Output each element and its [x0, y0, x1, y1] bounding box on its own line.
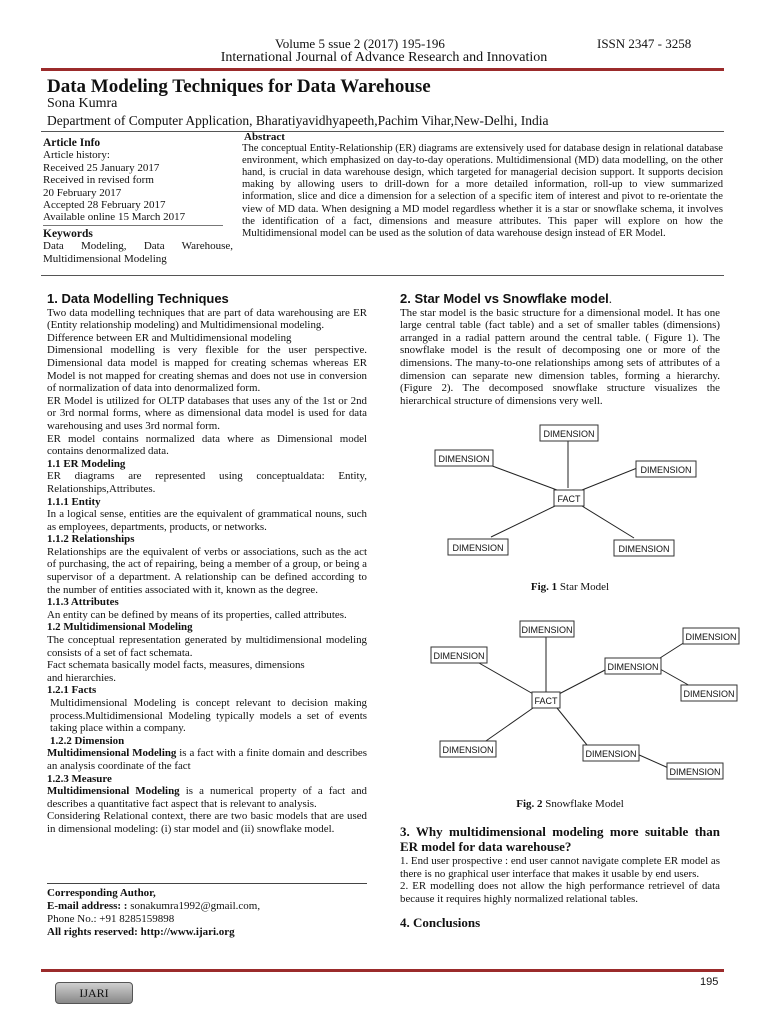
- snowflake-model-figure: [425, 615, 745, 785]
- paragraph: The star model is the basic structure for a dimensional model. It has one large central table (fact table) and a set of smaller tables (dimensions) arranged in a radial pattern around the central table. ( Figure 1). The snowflake model is the result of decomposing one or more of the dimensions. The many-to-one relationships among sets of attributes of a dimension can separate new dimension tables, forming a hierarchy. (Figure 2). The decomposed snowflake structure visualizes the hierarchical structure of dimensions very well.: [400, 306, 720, 407]
- article-info-heading: Article Info: [43, 137, 101, 149]
- email-label: E-mail address: :: [47, 900, 128, 912]
- header-rule: [41, 68, 724, 71]
- connector: [487, 464, 557, 490]
- paper-title: Data Modeling Techniques for Data Warehouse: [47, 76, 431, 97]
- fact-label: FACT: [557, 494, 581, 504]
- paragraph: Fact schemata basically model facts, measures, dimensions: [47, 659, 305, 672]
- email-address[interactable]: sonakumra1992@gmail.com,: [127, 900, 261, 912]
- received-date: Received 25 January 2017: [43, 161, 160, 174]
- dimension-label: DIMENSION: [618, 544, 670, 554]
- subsection-heading: 1.2.2 Dimension: [50, 734, 125, 747]
- paragraph: 2. ER modelling does not allow the high performance retrievel of data because it requires highly normalized relational tables.: [400, 880, 720, 905]
- dimension-label: DIMENSION: [442, 745, 494, 755]
- dimension-label: DIMENSION: [543, 429, 595, 439]
- abstract-heading: Abstract: [244, 131, 285, 143]
- history-label: Article history:: [43, 149, 110, 162]
- fact-label: FACT: [534, 696, 558, 706]
- left-column: [47, 293, 367, 836]
- revised-label: Received in revised form: [43, 174, 154, 187]
- revised-date: 20 February 2017: [43, 186, 122, 199]
- connector: [557, 669, 607, 695]
- paragraph: Relationships are the equivalent of verbs or associations, such as the act of purchasing, the act of repairing, being a member of a group, or being a supervisor of a department. A relationship can be defined according to the number of entities associated with it, known as the degree.: [47, 545, 367, 596]
- subsection-heading: 1.1 ER Modeling: [47, 457, 126, 470]
- affiliation: Department of Computer Application, Bharatiyavidhyapeeth,Pachim Vihar,New-Delhi, India: [47, 113, 549, 128]
- paragraph: In a logical sense, entities are the equivalent of grammatical nouns, such as employees, departments, products, or networks.: [47, 508, 367, 533]
- paragraph: Difference between ER and Multidimensional modeling: [47, 331, 292, 344]
- section-2-heading: [400, 293, 720, 306]
- snowflake-model-diagram: [425, 615, 745, 785]
- dimension-label: DIMENSION: [521, 625, 573, 635]
- dimension-label: DIMENSION: [585, 749, 637, 759]
- subsection-heading: 1.2.3 Measure: [47, 772, 112, 785]
- section-2-title: 2. Star Model vs Snowflake model: [400, 291, 609, 306]
- figure-1-caption: [400, 581, 740, 593]
- journal-name: International Journal of Advance Research and Innovation: [220, 50, 548, 65]
- paragraph: Considering Relational context, there are two basic models that are used in dimensional modeling: (i) star model and (ii) snowflake model.: [47, 810, 367, 835]
- corresponding-author: [47, 887, 367, 939]
- figure-caption: Star Model: [557, 581, 610, 593]
- abstract: [242, 131, 723, 240]
- subsection-heading: 1.1.2 Relationships: [47, 533, 135, 546]
- section-1-heading: 1. Data Modelling Techniques: [47, 291, 229, 306]
- connector: [582, 506, 634, 538]
- connector: [582, 468, 637, 490]
- paragraph: 1. End user prospective : end user cannot navigate complete ER model as there is no graphical user interface that makes it usable by end users.: [400, 855, 720, 880]
- dimension-label: DIMENSION: [640, 465, 692, 475]
- volume-info: Volume 5 ssue 2 (2017) 195-196: [275, 36, 445, 51]
- divider: [41, 275, 724, 276]
- figure-caption: Snowflake Model: [542, 798, 624, 810]
- connector: [660, 669, 692, 687]
- page-number: 195: [700, 976, 719, 988]
- journal-badge: IJARI: [55, 982, 133, 1004]
- heading-dot: .: [608, 291, 613, 306]
- paragraph: ER Model is utilized for OLTP databases that uses any of the 1st or 2nd or 3rd normal forms, where as dimensional data model is used for data warehousing and uses 3rd normal form.: [47, 394, 367, 432]
- paragraph: [47, 747, 367, 772]
- keywords-heading: Keywords: [43, 227, 93, 240]
- figure-number: Fig. 2: [516, 798, 543, 810]
- dimension-label: DIMENSION: [607, 662, 659, 672]
- online-date: Available online 15 March 2017: [43, 211, 186, 224]
- divider: [47, 883, 367, 884]
- abstract-text: The conceptual Entity-Relationship (ER) diagrams are extensively used for database design in relational database environment, which emphasized on day-to-day operations. Multidimensional (MD) data modelling, on the other hand, is crucial in data warehouse design, which targeted for managerial decision support. It supports decision making by allowing users to drill-down for a more detailed information, roll-up to view summarized information, slice and dice a dimension for a selection of a specific item of interest and pivot to re-orientate the view of MD data. When designing a MD model regardless whether it is a star or snowflake schema, it involves the identification of a fact, dimensions and measure attributes. This paper will explore on how the Multidimensional model can be used as the solution of data warehouse design instead of ER Model.: [242, 143, 723, 239]
- paragraph: Multidimensional Modeling is concept relevant to decision making process.Multidimensional Modeling typically models a set of events taking place within a company.: [50, 697, 367, 735]
- subsection-heading: 1.1.3 Attributes: [47, 596, 119, 609]
- paragraph: ER diagrams are represented using conceptualdata: Entity, Relationships,Attributes.: [47, 470, 367, 495]
- paragraph: ER model contains normalized data where as Dimensional model contains denormalized data.: [47, 432, 367, 458]
- paragraph: [47, 785, 367, 810]
- author-name: Sona Kumra: [47, 96, 118, 111]
- subsection-heading: 1.1.1 Entity: [47, 495, 101, 508]
- phone: Phone No.: +91 8285159898: [47, 913, 175, 925]
- issn: ISSN 2347 - 3258: [597, 36, 692, 51]
- paragraph-text: is a fact with a finite domain and describes an analysis coordinate of the fact: [47, 747, 367, 772]
- subsection-heading: 1.2 Multidimensional Modeling: [47, 621, 193, 634]
- paragraph: The conceptual representation generated by multidimensional modeling consists of a set of fact schemata.: [47, 634, 367, 659]
- connector: [483, 708, 533, 743]
- bold-term: Multidimensional Modeling: [47, 747, 177, 760]
- keywords: Data Modeling, Data Warehouse, Multidimensional Modeling: [43, 240, 233, 265]
- connector: [660, 642, 685, 658]
- paragraph: Dimensional modelling is very flexible for the user perspective. Dimensional data model is mapped for creating schemas whereas ER Model is not mapped for creating shemas and does not use in conversion of normalization of data into denormalized form.: [47, 344, 367, 395]
- star-model-figure: [400, 420, 720, 565]
- rights: All rights reserved: http://www.ijari.org: [47, 926, 235, 938]
- bold-term: Multidimensional Modeling: [47, 785, 180, 798]
- right-column: [400, 293, 720, 407]
- email-line: [47, 900, 367, 913]
- article-info-box: [43, 137, 233, 265]
- accepted-date: Accepted 28 February 2017: [43, 199, 166, 212]
- figure-2-caption: [400, 798, 740, 810]
- section-3: [400, 825, 720, 931]
- corresponding-label: Corresponding Author,: [47, 887, 156, 899]
- dimension-label: DIMENSION: [433, 651, 485, 661]
- section-4-heading: 4. Conclusions: [400, 915, 481, 931]
- dimension-label: DIMENSION: [438, 454, 490, 464]
- paragraph: An entity can be defined by means of its properties, called attributes.: [47, 608, 347, 621]
- dimension-label: DIMENSION: [685, 632, 737, 642]
- connector: [479, 663, 535, 695]
- paragraph: and hierarchies.: [47, 671, 116, 684]
- paragraph: Two data modelling techniques that are part of data warehousing are ER (Entity relationship modeling) and Multidimensional modeling.: [47, 306, 367, 332]
- subsection-heading: 1.2.1 Facts: [47, 684, 97, 697]
- connector: [491, 506, 555, 537]
- footer-rule: [41, 969, 724, 972]
- dimension-label: DIMENSION: [452, 543, 504, 553]
- connector: [557, 708, 587, 745]
- dimension-label: DIMENSION: [683, 689, 735, 699]
- star-model-diagram: [400, 420, 720, 565]
- paragraph-text: is a numerical property of a fact and describes a quantitative fact aspect that is relevant to analysis.: [47, 785, 367, 810]
- figure-number: Fig. 1: [530, 581, 558, 593]
- divider: [43, 225, 223, 226]
- section-3-heading: 3. Why multidimensional modeling more suitable than ER model for data warehouse?: [400, 824, 720, 854]
- dimension-label: DIMENSION: [669, 767, 721, 777]
